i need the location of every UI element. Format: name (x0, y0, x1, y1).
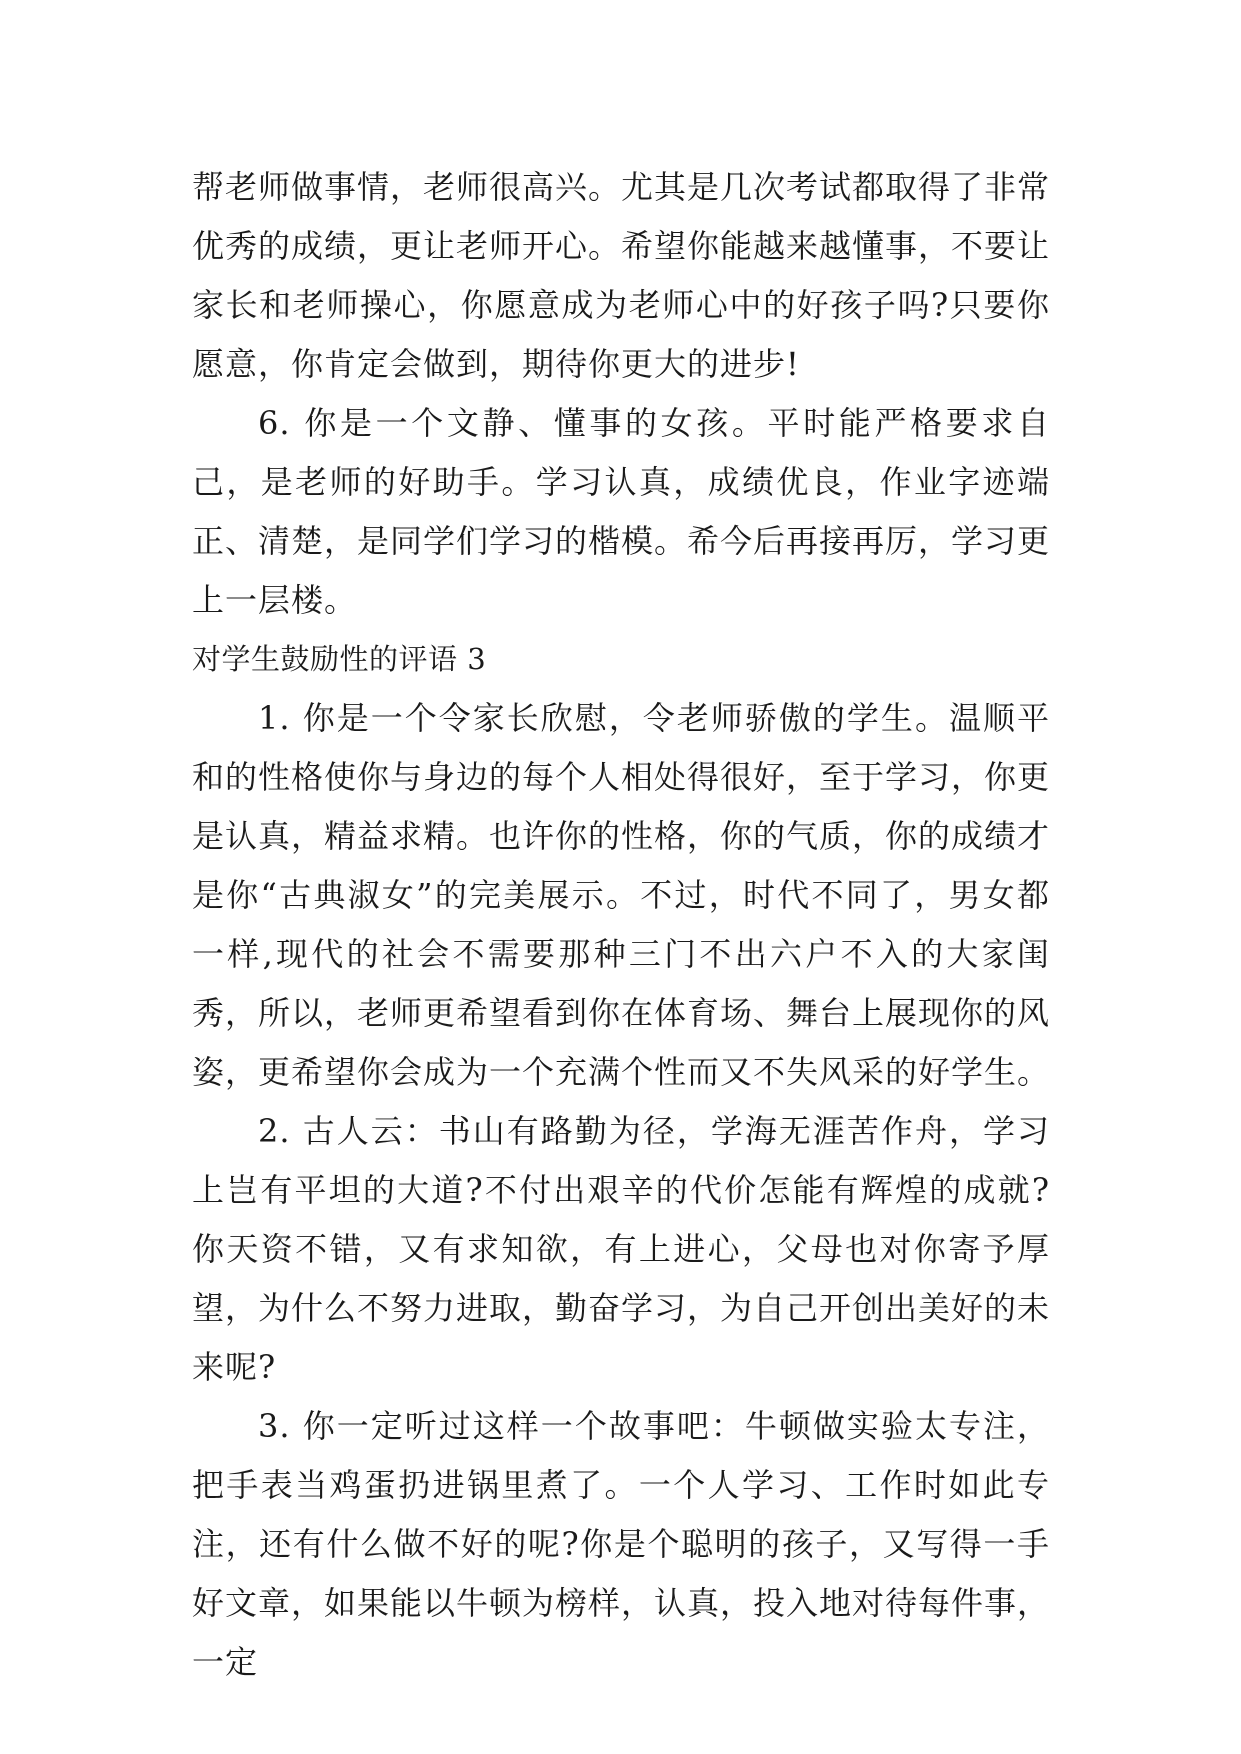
paragraph-section3-item-2: 2. 古人云：书山有路勤为径，学海无涯苦作舟，学习上岂有平坦的大道?不付出艰辛的代价怎能有辉煌的成就?你天资不错，又有求知欲，有上进心，父母也对你寄予厚望，为什么不努力进取，勤奋学习，为自己开创出美好的未来呢? (192, 1112, 1051, 1386)
document-body (192, 158, 1050, 1692)
paragraph-section3-item-3: 3. 你一定听过这样一个故事吧：牛顿做实验太专注，把手表当鸡蛋扔进锅里煮了。一个人学习、工作时如此专注，还有什么做不好的呢?你是个聪明的孩子，又写得一手好文章，如果能以牛顿为榜样，认真，投入地对待每件事，一定 (192, 1407, 1051, 1681)
section-heading: 对学生鼓励性的评语 3 (192, 642, 487, 676)
paragraph-item-6: 6. 你是一个文静、懂事的女孩。平时能严格要求自己，是老师的好助手。学习认真，成绩优良，作业字迹端正、清楚，是同学们学习的楷模。希今后再接再厉，学习更上一层楼。 (192, 404, 1051, 619)
paragraph-section3-item-1: 1. 你是一个令家长欣慰，令老师骄傲的学生。温顺平和的性格使你与身边的每个人相处得很好，至于学习，你更是认真，精益求精。也许你的性格，你的气质，你的成绩才是你“古典淑女”的完美展示。不过，时代不同了，男女都一样,现代的社会不需要那种三门不出六户不入的大家闺秀，所以，老师更希望看到你在体育场、舞台上展现你的风姿，更希望你会成为一个充满个性而又不失风采的好学生。 (192, 699, 1051, 1091)
paragraph-continued: 帮老师做事情，老师很高兴。尤其是几次考试都取得了非常优秀的成绩，更让老师开心。希望你能越来越懂事，不要让家长和老师操心，你愿意成为老师心中的好孩子吗?只要你愿意，你肯定会做到，期待你更大的进步! (192, 168, 1051, 383)
